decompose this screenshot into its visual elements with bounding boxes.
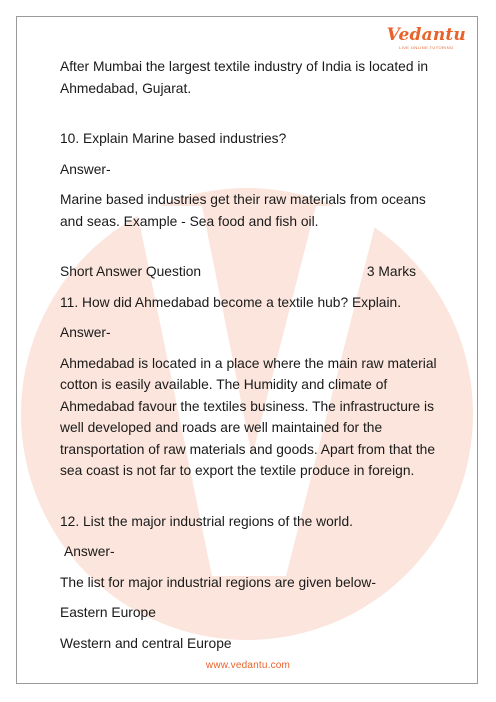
answer-10-label: Answer-	[60, 161, 111, 177]
answer-10-text: Marine based industries get their raw materials from oceans and seas. Example - Sea food and fish oil.	[60, 192, 426, 229]
answer-12-intro: The list for major industrial regions are given below-	[60, 574, 376, 590]
answer-11-label: Answer-	[60, 325, 111, 340]
footer-website-link[interactable]: www.vedantu.com	[205, 660, 291, 671]
document-body	[60, 56, 442, 654]
section-title: Short Answer Question	[60, 264, 202, 279]
logo-tagline: LIVE ONLINE TUTORING	[399, 45, 454, 50]
vedantu-logo	[387, 26, 466, 50]
section-heading	[60, 261, 442, 283]
section-marks: 3 Marks	[366, 264, 416, 279]
answer-11-text: Ahmedabad is located in a place where the main raw material cotton is easily available. The Humidity and climate of Ahmedabad favour the textiles business. The infrastructure is well developed and roads are well maintained for the transportation of raw materials and goods. Apart from that the sea coast is not far to export the textile produce in foreign.	[60, 355, 437, 478]
region-item: Eastern Europe	[60, 605, 156, 620]
answer-12-label: Answer-	[64, 544, 115, 559]
paragraph-intro: After Mumbai the largest textile industry of India is located in Ahmedabad, Gujarat.	[60, 59, 429, 96]
question-10: 10. Explain Marine based industries?	[60, 131, 287, 146]
logo-wordmark: Vedantu	[386, 25, 466, 45]
question-11: 11. How did Ahmedabad become a textile hub? Explain.	[60, 294, 402, 310]
question-12: 12. List the major industrial regions of the world.	[60, 513, 353, 529]
region-item: Western and central Europe	[60, 635, 232, 651]
